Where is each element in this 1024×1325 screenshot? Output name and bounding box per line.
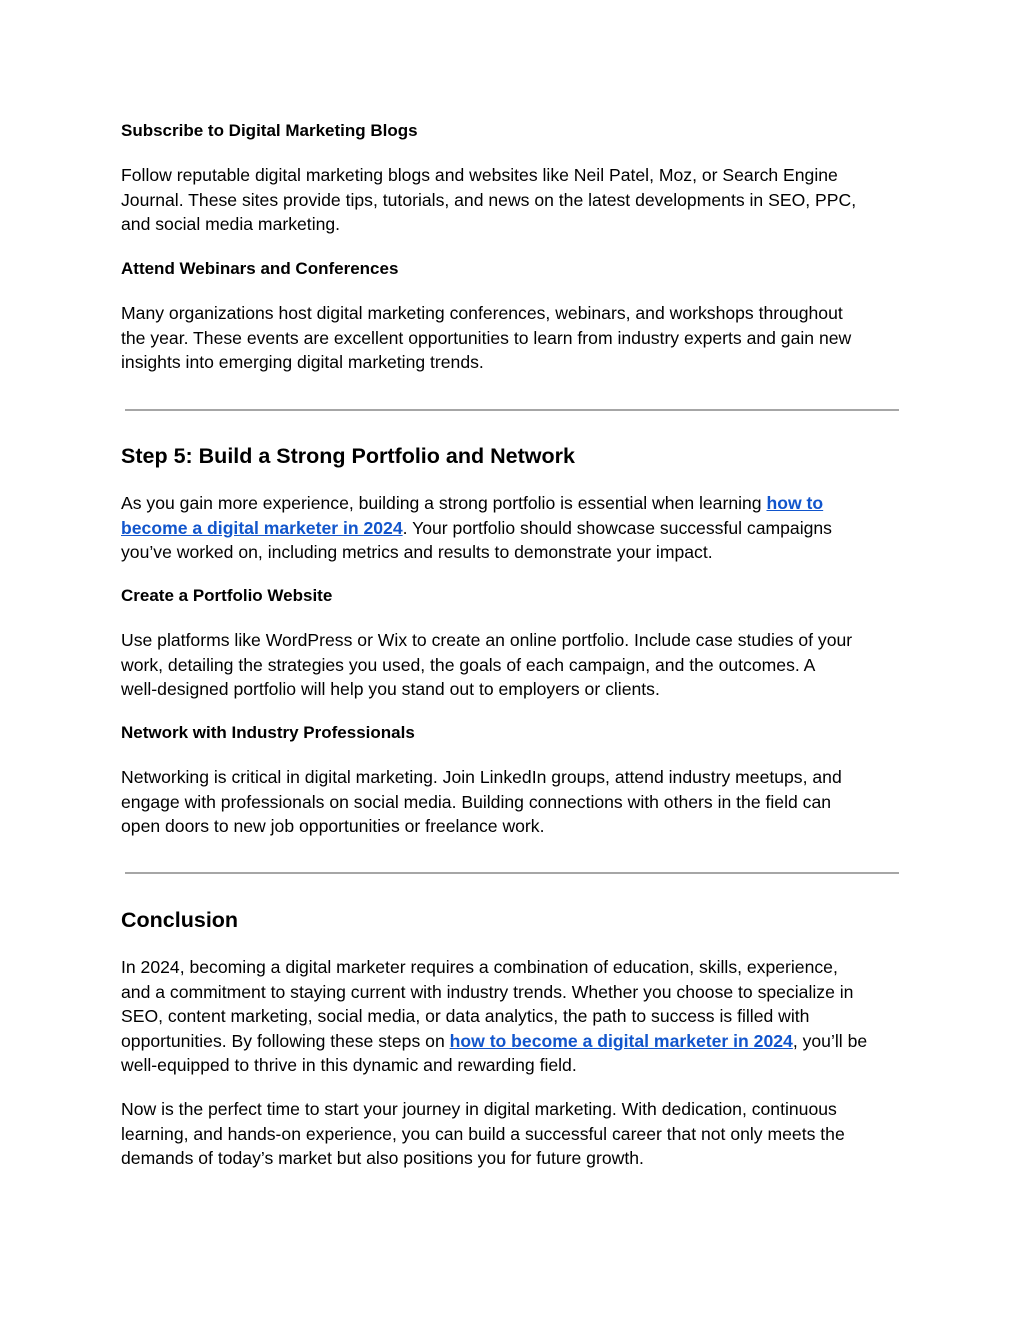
text-line bbox=[121, 491, 832, 516]
section-divider bbox=[125, 409, 899, 411]
conclusion-paragraph-1 bbox=[121, 955, 867, 1078]
text-line bbox=[121, 516, 832, 541]
text-line: the year. These events are excellent opportunities to learn from industry experts and gain new bbox=[121, 327, 852, 348]
text-line: insights into emerging digital marketing trends. bbox=[121, 352, 484, 372]
section-divider bbox=[125, 872, 899, 874]
conclusion-text: opportunities. By following these steps on bbox=[121, 1030, 450, 1051]
step5-heading: Step 5: Build a Strong Portfolio and Network bbox=[121, 444, 575, 468]
text-line: Networking is critical in digital marketing. Join LinkedIn groups, attend industry meetups, and bbox=[121, 767, 842, 787]
how-to-become-link-continued[interactable]: become a digital marketer in 2024 bbox=[121, 517, 403, 538]
subscribe-paragraph bbox=[121, 163, 856, 237]
webinars-paragraph bbox=[121, 301, 851, 375]
text-line: Journal. These sites provide tips, tutorials, and news on the latest developments in SEO, PPC, bbox=[121, 189, 857, 210]
intro-text: . Your portfolio should showcase successful campaigns bbox=[402, 517, 832, 538]
conclusion-heading: Conclusion bbox=[121, 908, 239, 932]
text-line: demands of today’s market but also positions you for future growth. bbox=[121, 1148, 644, 1168]
how-to-become-link[interactable]: how to bbox=[766, 493, 824, 513]
step5-intro-paragraph bbox=[121, 491, 832, 565]
text-line: engage with professionals on social media. Building connections with others in the field can bbox=[121, 791, 832, 812]
text-line: SEO, content marketing, social media, or data analytics, the path to success is filled with bbox=[121, 1006, 810, 1026]
intro-text: As you gain more experience, building a strong portfolio is essential when learning bbox=[121, 493, 767, 513]
conclusion-paragraph-2 bbox=[121, 1097, 845, 1171]
portfolio-heading: Create a Portfolio Website bbox=[121, 586, 333, 605]
conclusion-text: , you’ll be bbox=[792, 1030, 868, 1051]
how-to-become-link-conclusion[interactable]: how to become a digital marketer in 2024 bbox=[449, 1030, 793, 1051]
text-line: you’ve worked on, including metrics and results to demonstrate your impact. bbox=[121, 542, 713, 562]
text-line: open doors to new job opportunities or freelance work. bbox=[121, 816, 545, 836]
text-line: well-equipped to thrive in this dynamic and rewarding field. bbox=[121, 1055, 577, 1075]
text-line: In 2024, becoming a digital marketer requires a combination of education, skills, experience, bbox=[121, 957, 838, 977]
network-paragraph bbox=[121, 765, 842, 839]
text-line: and a commitment to staying current with industry trends. Whether you choose to specialize in bbox=[121, 981, 854, 1002]
webinars-heading: Attend Webinars and Conferences bbox=[121, 259, 399, 278]
portfolio-paragraph bbox=[121, 628, 852, 702]
subscribe-heading: Subscribe to Digital Marketing Blogs bbox=[121, 121, 418, 140]
text-line: Follow reputable digital marketing blogs and websites like Neil Patel, Moz, or Search Engine bbox=[121, 165, 838, 185]
text-line: well-designed portfolio will help you stand out to employers or clients. bbox=[121, 679, 660, 699]
text-line: Many organizations host digital marketing conferences, webinars, and workshops throughout bbox=[121, 303, 843, 323]
text-line bbox=[121, 1029, 867, 1054]
text-line: learning, and hands-on experience, you can build a successful career that not only meets the bbox=[121, 1123, 845, 1144]
text-line: work, detailing the strategies you used, the goals of each campaign, and the outcomes. A bbox=[121, 654, 816, 675]
network-heading: Network with Industry Professionals bbox=[121, 723, 415, 742]
text-line: Now is the perfect time to start your journey in digital marketing. With dedication, continuous bbox=[121, 1099, 837, 1119]
text-line: Use platforms like WordPress or Wix to create an online portfolio. Include case studies of your bbox=[121, 630, 853, 650]
text-line: and social media marketing. bbox=[121, 214, 341, 234]
